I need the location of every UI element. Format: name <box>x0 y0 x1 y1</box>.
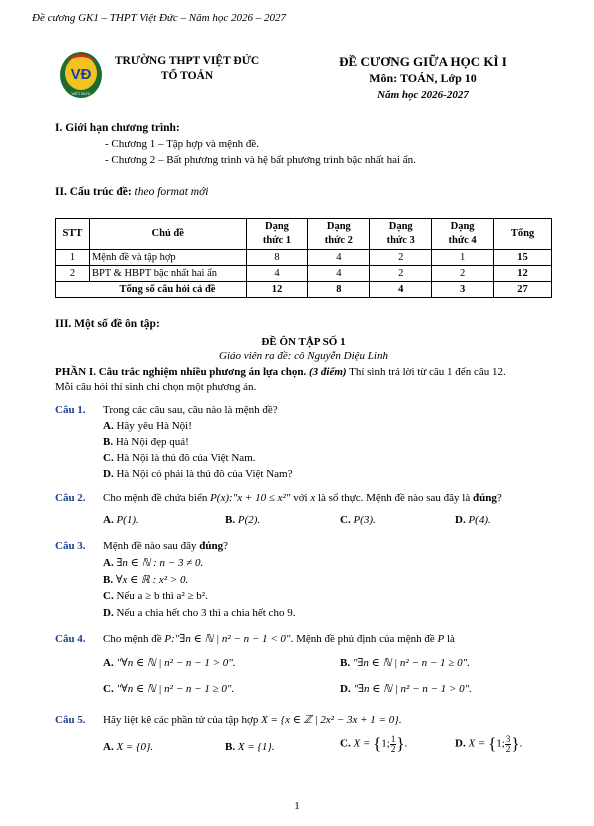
answer-option[interactable] <box>340 656 470 669</box>
brace-close: } <box>511 734 520 753</box>
answer-option[interactable] <box>103 590 208 602</box>
school-name: TRƯỜNG THPT VIỆT ĐỨC <box>114 55 260 67</box>
part-1-line2: Mỗi câu hỏi thí sinh chỉ chọn một phương án. <box>55 381 257 393</box>
answer-option[interactable] <box>103 573 188 586</box>
option-label: C. <box>340 514 351 526</box>
question-3 <box>55 540 228 552</box>
table-total-label: Tổng số câu hỏi cả đề <box>89 282 246 298</box>
table-header-cell: Chủ đề <box>89 219 246 250</box>
option-label: B. <box>340 657 351 669</box>
option-text: Hà Nội đẹp quá! <box>113 436 189 448</box>
table-cell: 27 <box>494 282 552 298</box>
header-line: thức 1 <box>262 235 292 246</box>
table-header-row <box>56 219 552 250</box>
table-cell: 4 <box>308 250 370 266</box>
header-line: thức 4 <box>448 235 477 246</box>
answer-option[interactable] <box>103 682 234 695</box>
option-label: C. <box>103 452 114 464</box>
question-expression: P(x):"x + 10 ≤ x²" <box>210 492 291 504</box>
table-cell: 1 <box>56 250 90 266</box>
table-header-cell <box>370 219 432 250</box>
option-text: "∀n ∈ ℕ | n² − n − 1 > 0". <box>116 657 236 669</box>
table-cell: 2 <box>370 250 432 266</box>
option-text: Nếu a chia hết cho 3 thì a chia hết cho 9. <box>116 607 296 619</box>
question-text: Mệnh đề nào sau đây <box>103 540 200 552</box>
question-variable: P <box>437 633 445 645</box>
option-label: B. <box>103 436 114 448</box>
question-text: là <box>444 633 455 645</box>
question-emphasis: đúng <box>199 540 224 552</box>
header-line: thức 2 <box>324 235 353 246</box>
option-label: C. <box>340 737 351 750</box>
fraction-numerator: 1 <box>390 733 396 744</box>
table-total-row <box>56 282 552 298</box>
question-text: Hãy liệt kê các phần tử của tập hợp <box>103 714 262 726</box>
option-label: D. <box>340 683 351 695</box>
option-text: X = {1}. <box>237 741 275 753</box>
answer-option[interactable] <box>103 514 139 526</box>
option-text: ∀x ∈ ℝ : x² > 0. <box>115 574 189 586</box>
logo-ring-text: VIỆT ĐỨC <box>71 91 91 96</box>
question-text: . Mệnh đề phủ định của mệnh đề <box>290 633 438 645</box>
option-text: Hãy yêu Hà Nội! <box>113 420 192 432</box>
answer-option[interactable] <box>103 607 295 619</box>
question-text: Trong các câu sau, câu nào là mệnh đề? <box>103 404 278 416</box>
option-text: P(3). <box>353 514 376 526</box>
table-cell: 15 <box>494 250 552 266</box>
table-cell: Mệnh đề và tập hợp <box>89 250 246 266</box>
option-text: P(2). <box>237 514 261 526</box>
option-text: 1; <box>496 737 505 750</box>
table-cell: 1 <box>432 250 494 266</box>
question-text: Cho mệnh đề chứa biến <box>103 492 211 504</box>
table-cell: 12 <box>494 266 552 282</box>
option-text: X = <box>468 737 489 750</box>
option-label: A. <box>103 514 114 526</box>
option-text: X = {0}. <box>116 741 154 753</box>
fraction-numerator: 3 <box>505 733 511 744</box>
part-1-lead: PHẦN I. Câu trắc nghiệm nhiều phương án lựa chọn. <box>55 366 307 378</box>
header-line: Dạng <box>388 221 413 232</box>
section-1-item: - Chương 1 – Tập hợp và mệnh đề. <box>105 138 259 150</box>
option-label: A. <box>103 657 114 669</box>
question-number: Câu 3. <box>55 540 86 552</box>
table-header-cell: Tổng <box>494 219 552 250</box>
fraction-denominator: 2 <box>390 743 396 754</box>
fraction-denominator: 2 <box>505 743 511 754</box>
answer-option[interactable] <box>103 741 153 753</box>
section-2-note: theo format mới <box>134 186 209 198</box>
answer-option[interactable] <box>340 514 376 526</box>
header-line: Dạng <box>326 221 351 232</box>
department-name: TỔ TOÁN <box>160 70 214 82</box>
logo-letters: VĐ <box>70 66 92 83</box>
table-header-cell <box>432 219 494 250</box>
test-teacher: Giáo viên ra đề: cô Nguyễn Diệu Linh <box>219 350 388 362</box>
option-label: D. <box>455 737 466 750</box>
question-expression: X = {x ∈ ℤ | 2x² − 3x + 1 = 0} <box>261 714 399 726</box>
table-cell: 2 <box>370 266 432 282</box>
structure-table <box>55 218 552 298</box>
table-cell: 8 <box>308 282 370 298</box>
answer-option[interactable] <box>103 436 189 448</box>
answer-option[interactable] <box>103 452 256 464</box>
answer-option[interactable] <box>455 734 522 754</box>
exam-title: ĐỀ CƯƠNG GIỮA HỌC KÌ I <box>339 54 507 69</box>
option-text: "∃n ∈ ℕ | n² − n − 1 ≥ 0". <box>352 657 470 669</box>
school-block <box>112 54 262 84</box>
option-text: Hà Nội là thủ đô của Việt Nam. <box>113 452 256 464</box>
section-3-title: III. Một số đề ôn tập: <box>55 318 160 330</box>
option-label: D. <box>103 607 114 619</box>
option-label: D. <box>103 468 114 480</box>
question-number: Câu 5. <box>55 714 86 726</box>
table-cell: 8 <box>246 250 308 266</box>
option-text: 1; <box>381 737 390 750</box>
question-number: Câu 2. <box>55 492 86 504</box>
question-text: là số thực. Mệnh đề nào sau đây là <box>315 492 473 504</box>
option-text: "∀n ∈ ℕ | n² − n − 1 ≥ 0". <box>116 683 235 695</box>
table-cell: BPT & HBPT bậc nhất hai ẩn <box>89 266 246 282</box>
question-variable: x <box>310 492 316 504</box>
question-text: Cho mệnh đề <box>103 633 165 645</box>
option-label: C. <box>103 683 114 695</box>
question-emphasis: đúng <box>472 492 497 504</box>
option-label: D. <box>455 514 466 526</box>
table-header-cell: STT <box>56 219 90 250</box>
page-number: 1 <box>294 800 300 812</box>
answer-option[interactable] <box>103 420 192 432</box>
option-label: A. <box>103 557 114 569</box>
section-2-title: II. Cấu trúc đề: <box>55 186 132 198</box>
exam-year: Năm học 2026-2027 <box>377 89 469 101</box>
table-cell: 4 <box>308 266 370 282</box>
brace-close: } <box>396 734 405 753</box>
option-label: A. <box>103 420 114 432</box>
table-cell: 3 <box>432 282 494 298</box>
brace-open: { <box>373 734 382 753</box>
section-1-title: I. Giới hạn chương trình: <box>55 122 180 134</box>
option-label: B. <box>103 574 114 586</box>
option-text: . <box>404 737 408 750</box>
table-cell <box>56 282 90 298</box>
exam-title-block <box>318 53 528 104</box>
question-text: ? <box>496 492 502 504</box>
question-4 <box>55 632 565 645</box>
question-number: Câu 4. <box>55 633 86 645</box>
table-cell: 12 <box>246 282 308 298</box>
answer-option[interactable] <box>340 682 472 695</box>
question-text: . <box>398 714 402 726</box>
option-text: P(4). <box>468 514 491 526</box>
answer-option[interactable] <box>340 734 407 754</box>
option-text: P(1). <box>116 514 139 526</box>
question-2 <box>55 492 565 504</box>
question-5 <box>55 713 401 726</box>
question-expression: P:"∃n ∈ ℕ | n² − n − 1 < 0" <box>164 633 291 645</box>
option-text: Hà Nội có phải là thủ đô của Việt Nam? <box>113 468 293 480</box>
option-text: . <box>519 737 523 750</box>
answer-option[interactable] <box>103 556 203 569</box>
table-cell: 4 <box>370 282 432 298</box>
option-text: "∃n ∈ ℕ | n² − n − 1 > 0". <box>353 683 472 695</box>
option-label: B. <box>225 741 236 753</box>
school-logo <box>58 50 104 100</box>
option-text: X = <box>353 737 374 750</box>
table-row <box>56 266 552 282</box>
section-2-heading <box>55 186 208 198</box>
answer-option[interactable] <box>455 514 491 526</box>
test-title: ĐỀ ÔN TẬP SỐ 1 <box>261 336 346 348</box>
header-line: thức 3 <box>386 235 415 246</box>
exam-subject: Môn: TOÁN, Lớp 10 <box>369 71 477 85</box>
header-line: Dạng <box>450 221 475 232</box>
table-row <box>56 250 552 266</box>
part-1-rest: Thí sinh trả lời từ câu 1 đến câu 12. <box>346 366 506 378</box>
option-label: B. <box>225 514 236 526</box>
question-number: Câu 1. <box>55 404 86 416</box>
table-cell: 2 <box>432 266 494 282</box>
question-text: ? <box>223 540 228 552</box>
section-1-item: - Chương 2 – Bất phương trình và hệ bất phương trình bậc nhất hai ẩn. <box>105 154 416 166</box>
answer-option[interactable] <box>103 656 236 669</box>
option-label: A. <box>103 741 114 753</box>
option-label: C. <box>103 590 114 602</box>
answer-option[interactable] <box>103 468 292 480</box>
part-1-instructions <box>55 365 555 395</box>
table-header-cell <box>246 219 308 250</box>
table-header-cell <box>308 219 370 250</box>
part-1-points: (3 điểm) <box>309 366 347 378</box>
header-line: Dạng <box>265 221 289 232</box>
answer-option[interactable] <box>225 741 275 753</box>
question-1 <box>55 404 278 416</box>
question-text: với <box>290 492 311 504</box>
table-cell: 4 <box>246 266 308 282</box>
answer-option[interactable] <box>225 514 260 526</box>
document-header: Đề cương GK1 – THPT Việt Đức – Năm học 2026 – 2027 <box>32 12 286 24</box>
option-text: ∃n ∈ ℕ : n − 3 ≠ 0. <box>116 557 204 569</box>
option-text: Nếu a ≥ b thì a² ≥ b². <box>116 590 208 602</box>
brace-open: { <box>488 734 497 753</box>
table-cell: 2 <box>56 266 90 282</box>
